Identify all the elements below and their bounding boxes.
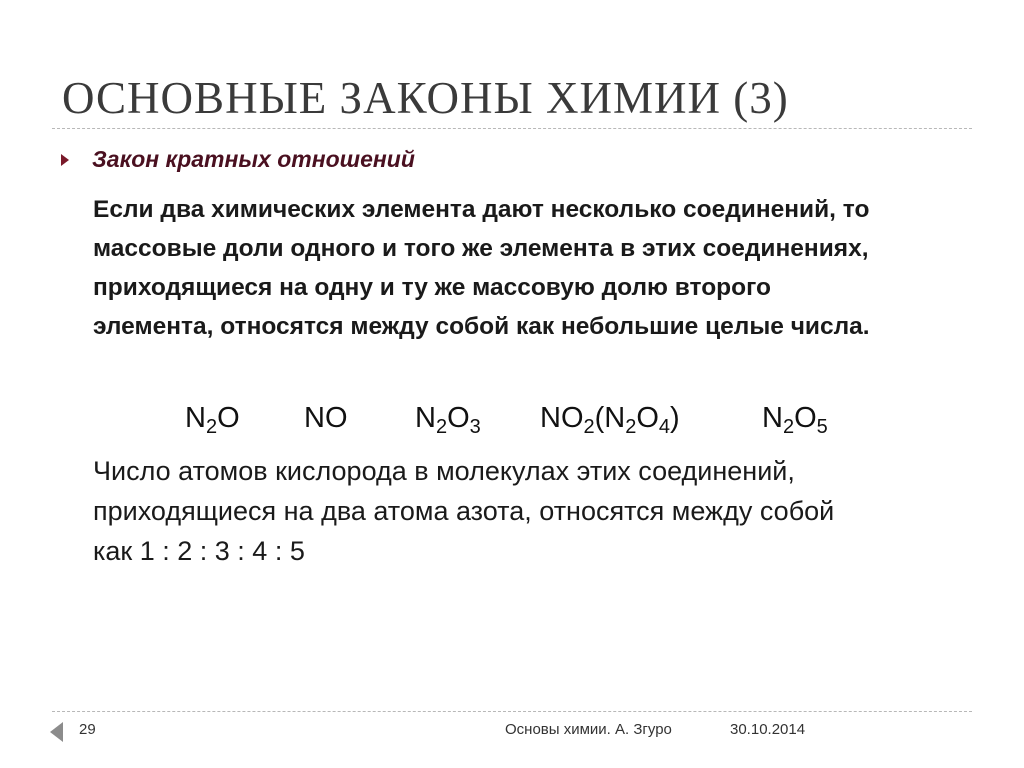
law-line: приходящиеся на одну и ту же массовую долю второго <box>93 274 771 301</box>
triangle-left-icon <box>48 720 64 744</box>
conclusion-line: Число атомов кислорода в молекулах этих соединений, <box>93 456 795 486</box>
formula-n2o3: $N_2O_3$ <box>415 402 481 438</box>
law-statement <box>93 190 973 346</box>
triangle-right-icon <box>60 149 74 171</box>
law-line: Если два химических элемента дают несколько соединений, то <box>93 196 870 223</box>
footer-date: 30.10.2014 <box>730 721 806 738</box>
title-divider <box>52 128 972 129</box>
slide-title: ОСНОВНЫЕ ЗАКОНЫ ХИМИИ (3) <box>62 73 789 123</box>
conclusion-text <box>93 451 973 571</box>
footer-author: Основы химии. А. Згуро <box>505 721 672 738</box>
formula-no2-n2o4: $NO_2(N_2O_4)$ <box>540 402 680 438</box>
conclusion-line: как 1 : 2 : 3 : 4 : 5 <box>93 536 305 566</box>
formula-no: NO <box>304 402 348 434</box>
page-number: 29 <box>79 721 96 738</box>
law-line: массовые доли одного и того же элемента в этих соединениях, <box>93 235 869 262</box>
law-line: элемента, относятся между собой как небольшие целые числа. <box>93 313 870 340</box>
formula-row <box>0 402 1024 446</box>
bullet-heading: Закон кратных отношений <box>92 146 415 172</box>
footer-divider <box>52 711 972 712</box>
formula-n2o5: $N_2O_5$ <box>762 402 828 438</box>
bullet-item <box>60 146 415 173</box>
formula-n2o: $N_2O$ <box>185 402 240 438</box>
conclusion-line: приходящиеся на два атома азота, относятся между собой <box>93 496 835 526</box>
